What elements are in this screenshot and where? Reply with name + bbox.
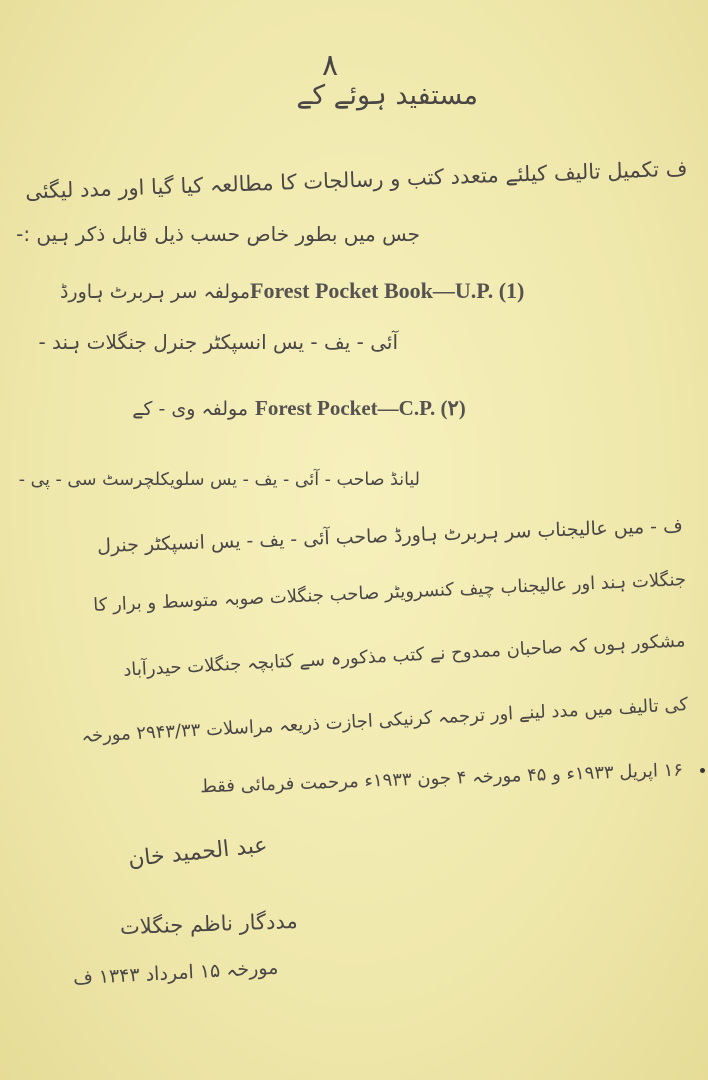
reference2-title: Forest Pocket—C.P. (۲): [255, 396, 466, 420]
reference2-author-line1: مولفہ وی - کے: [132, 398, 248, 420]
acknowledgement-line1: ف - میں عالیجناب سر ہربرٹ ہاورڈ صاحب آئی - یف - یس انسپکٹر جنرل: [96, 514, 684, 558]
reference1-author-line2: آئی - یف - یس انسپکٹر جنرل جنگلات ہند -: [38, 330, 398, 354]
heading: مستفید ہوئے کے: [296, 80, 478, 111]
signature-date: مورخہ ۱۵ امرداد ۱۳۴۳ ف: [72, 956, 279, 990]
acknowledgement-line5: ۱۶ اپریل ۱۹۳۳ء و ۴۵ مورخہ ۴ جون ۱۹۳۳ء مرحمت فرمائی فقط: [199, 759, 684, 798]
page-number: ٨: [322, 49, 339, 82]
reference1-title: Forest Pocket Book—U.P. (1): [250, 278, 525, 303]
ink-dot: [700, 768, 705, 773]
paragraph1-line2: جس میں بطور خاص حسب ذیل قابل ذکر ہیں :-: [16, 222, 420, 246]
reference1-author-line1: مولفہ سر ہربرٹ ہاورڈ: [59, 281, 250, 303]
signature-name: عبد الحمید خان: [127, 832, 269, 873]
reference2-author-line2: لیانڈ صاحب - آئی - یف - یس سلویکلچرسٹ سی - پی -: [18, 470, 420, 490]
acknowledgement-line2: جنگلات ہند اور عالیجناب چیف کنسرویٹر صاحب جنگلات صوبہ متوسط و برار کا: [92, 569, 687, 616]
acknowledgement-line4: کی تالیف میں مدد لینے اور ترجمہ کرنیکی اجازت ذریعہ مراسلات ۲۹۴۳/۳۳ مورخہ: [80, 694, 689, 747]
acknowledgement-line3: مشکور ہوں کہ صاحبان ممدوح نے کتب مذکورہ سے کتابچہ جنگلات حیدرآباد: [123, 630, 687, 681]
paragraph1-line1: ف تکمیل تالیف کیلئے متعدد کتب و رسالجات کا مطالعہ کیا گیا اور مدد لیگئی: [25, 156, 689, 204]
signature-designation: مددگار ناظم جنگلات: [119, 908, 299, 940]
